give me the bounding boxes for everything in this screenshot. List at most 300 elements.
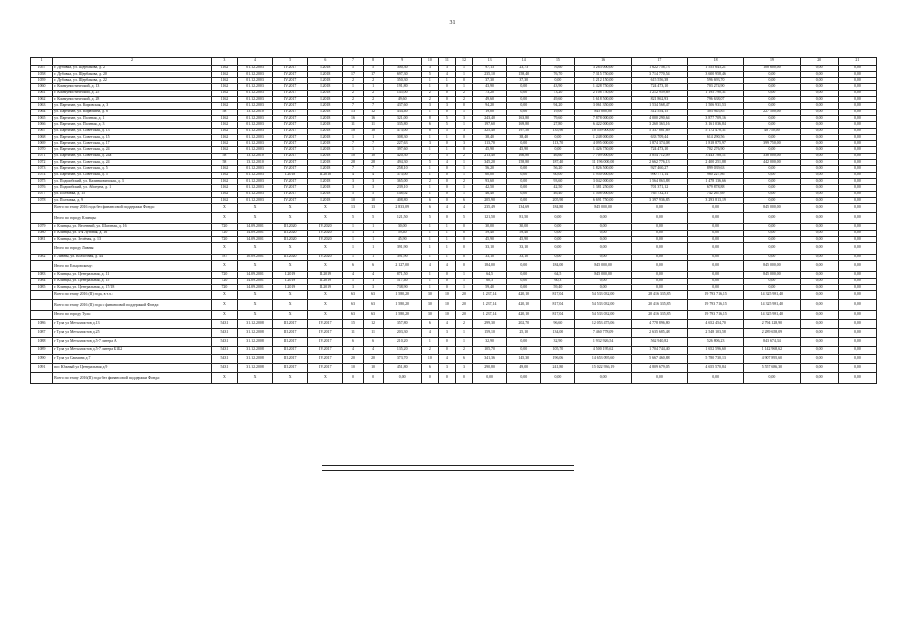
- table-cell: 28: [363, 160, 383, 166]
- table-cell: 1086: [31, 320, 53, 329]
- table-cell: 0: [438, 272, 455, 278]
- table-cell: 0,00: [800, 97, 838, 103]
- table-cell: 19,00: [473, 109, 507, 115]
- table-cell: 49,60: [541, 97, 575, 103]
- table-cell: 720: [211, 272, 237, 278]
- table-cell: X: [211, 243, 237, 254]
- table-cell: 4: [438, 160, 455, 166]
- table-cell: 0: [438, 109, 455, 115]
- column-number: 6: [308, 58, 343, 66]
- table-cell: 1077: [31, 191, 53, 197]
- table-cell: 4 652 454,70: [688, 320, 744, 329]
- table-cell: 49,60: [383, 97, 421, 103]
- table-cell: 241,80: [541, 364, 575, 373]
- table-cell: 63: [363, 291, 383, 300]
- table-cell: 227,63: [383, 141, 421, 147]
- table-cell: 1162: [211, 71, 237, 77]
- table-cell: 0,00: [838, 224, 876, 230]
- table-cell: 2 127,00: [383, 260, 421, 271]
- column-number: 4: [237, 58, 272, 66]
- table-cell: 3: [363, 185, 383, 191]
- table-cell: 325,40: [473, 128, 507, 134]
- table-cell: 59,40: [473, 284, 507, 290]
- table-cell: III.2020: [273, 230, 308, 236]
- table-cell: 0: [438, 178, 455, 184]
- table-cell: 184,80: [541, 204, 575, 213]
- table-cell: 3 714 770,54: [631, 71, 687, 77]
- table-cell: 0,00: [744, 185, 800, 191]
- table-cell: 30,00: [473, 224, 507, 230]
- table-cell: 1057: [31, 65, 53, 71]
- summary-row: [31, 243, 877, 254]
- table-cell: 1162: [211, 191, 237, 197]
- table-cell: 187,40: [541, 160, 575, 166]
- table-cell: 0,00: [838, 128, 876, 134]
- table-cell: 1: [343, 278, 363, 284]
- table-cell: 1: [455, 284, 472, 290]
- table-cell: 20: [363, 355, 383, 364]
- table-cell: 32,90: [541, 337, 575, 346]
- table-cell: 0,00: [575, 236, 631, 242]
- table-cell: 0,00: [800, 284, 838, 290]
- table-cell: 0,00: [541, 147, 575, 153]
- table-cell: 14.09.2001: [237, 284, 272, 290]
- table-cell: 14.09.2001: [237, 236, 272, 242]
- table-cell: 0,00: [800, 128, 838, 134]
- table-cell: 1162: [211, 185, 237, 191]
- table-cell: 0,00: [800, 185, 838, 191]
- table-cell: 235,10: [473, 71, 507, 77]
- table-cell: 1 478 136,66: [688, 178, 744, 184]
- table-cell: I.2018: [308, 147, 343, 153]
- table-cell: 1162: [211, 134, 237, 140]
- table-cell: I.2018: [308, 90, 343, 96]
- table-cell: 01.12.2003: [237, 178, 272, 184]
- table-cell: IV.2020: [308, 236, 343, 242]
- table-cell: 0,00: [631, 254, 687, 260]
- table-cell: 1: [421, 272, 438, 278]
- table-cell: 5: [343, 212, 363, 223]
- table-cell: 1069: [31, 141, 53, 147]
- table-cell: 373,00: [383, 172, 421, 178]
- summary-row: [31, 204, 877, 213]
- table-cell: 13.12.2010: [237, 160, 272, 166]
- table-cell: 1: [455, 109, 472, 115]
- table-cell: 5 337 881,69: [631, 128, 687, 134]
- table-cell: 0: [438, 172, 455, 178]
- table-cell: 159,10: [473, 328, 507, 337]
- table-cell: 6 691 750,00: [575, 197, 631, 203]
- table-cell: 5 172 478,31: [688, 128, 744, 134]
- table-cell: 1: [421, 172, 438, 178]
- table-cell: X: [211, 372, 237, 383]
- table-cell: 0,00: [541, 134, 575, 140]
- table-cell: 45,90: [507, 236, 541, 242]
- address-cell: пос Южный ул Центральная д.9: [53, 364, 212, 373]
- table-cell: 0,00: [473, 372, 507, 383]
- table-cell: 12 053 475,06: [575, 320, 631, 329]
- table-cell: 494,30: [383, 160, 421, 166]
- table-cell: 0,00: [631, 278, 687, 284]
- table-cell: 46,40: [473, 191, 507, 197]
- table-cell: 8: [421, 115, 438, 121]
- table-cell: 14.09.2001: [237, 278, 272, 284]
- table-cell: 19,00: [541, 109, 575, 115]
- table-cell: 0: [438, 337, 455, 346]
- table-cell: 0,00: [838, 172, 876, 178]
- table-cell: X: [237, 291, 272, 300]
- column-number: 20: [800, 58, 838, 66]
- address-cell: г. Клинцы, ул. Центральная, д. 17/18: [53, 284, 212, 290]
- table-cell: 0,00: [838, 115, 876, 121]
- table-cell: 6: [343, 337, 363, 346]
- table-cell: IV.2017: [273, 160, 308, 166]
- table-cell: IV.2017: [273, 71, 308, 77]
- table-cell: 5: [421, 160, 438, 166]
- table-cell: 1: [363, 134, 383, 140]
- address-cell: ул. Партизан, ул. Советская, д. 5: [53, 166, 212, 172]
- table-cell: 2: [421, 97, 438, 103]
- table-cell: 1 932 926,54: [575, 337, 631, 346]
- table-cell: 4: [438, 320, 455, 329]
- table-cell: 30: [421, 311, 438, 320]
- table-cell: [31, 260, 53, 271]
- table-cell: 1: [438, 224, 455, 230]
- table-cell: 5431: [211, 320, 237, 329]
- table-cell: 3 293 813,19: [688, 197, 744, 203]
- table-cell: 2 108 750,00: [575, 90, 631, 96]
- table-cell: 1 237,14: [473, 291, 507, 300]
- table-cell: 2: [421, 178, 438, 184]
- table-cell: 821 862,93: [631, 97, 687, 103]
- table-cell: 20: [455, 299, 472, 310]
- table-cell: 5: [438, 115, 455, 121]
- table-cell: 0,00: [631, 224, 687, 230]
- table-cell: 19 793 716,15: [688, 291, 744, 300]
- table-cell: 0,00: [688, 272, 744, 278]
- table-cell: 25,10: [507, 328, 541, 337]
- table-cell: 42,50: [473, 185, 507, 191]
- table-cell: I.2018: [308, 103, 343, 109]
- table-cell: 0,00: [838, 204, 876, 213]
- table-cell: 434,40: [383, 109, 421, 115]
- table-cell: 18: [363, 128, 383, 134]
- table-cell: 1 237,14: [473, 311, 507, 320]
- table-cell: 724 473,10: [631, 84, 687, 90]
- table-cell: 2: [455, 178, 472, 184]
- table-cell: 3: [343, 185, 363, 191]
- table-cell: 17: [343, 71, 363, 77]
- table-cell: 1: [438, 243, 455, 254]
- table-cell: 845 000,00: [744, 260, 800, 271]
- table-cell: I.2018: [273, 172, 308, 178]
- table-cell: 93,60: [541, 178, 575, 184]
- table-cell: 239,10: [383, 185, 421, 191]
- table-cell: 0,00: [800, 109, 838, 115]
- table-cell: 1 580,20: [383, 299, 421, 310]
- table-cell: 11 196 000,00: [575, 160, 631, 166]
- table-cell: 0,00: [541, 224, 575, 230]
- table-cell: X: [308, 243, 343, 254]
- table-cell: X: [237, 372, 272, 383]
- table-cell: 15 022 936,19: [575, 364, 631, 373]
- table-cell: 14 325 981,40: [744, 291, 800, 300]
- table-cell: 134,69: [507, 204, 541, 213]
- table-cell: 31.12.2008: [237, 328, 272, 337]
- table-cell: 0,00: [744, 78, 800, 84]
- table-cell: 3: [455, 141, 472, 147]
- table-cell: 38,40: [473, 134, 507, 140]
- table-cell: 0,00: [507, 141, 541, 147]
- table-cell: IV.2017: [273, 128, 308, 134]
- address-cell: г. Дубовка, ул. Щербакова, д. 20: [53, 71, 212, 77]
- table-cell: 1: [421, 185, 438, 191]
- table-cell: 0,00: [744, 191, 800, 197]
- table-cell: 56,20: [541, 166, 575, 172]
- table-cell: 4 095 000,00: [575, 141, 631, 147]
- table-cell: 63: [343, 299, 363, 310]
- table-cell: 3 161 036,84: [688, 122, 744, 128]
- table-cell: I.2018: [308, 166, 343, 172]
- table-cell: 1074: [31, 172, 53, 178]
- table-cell: 49,60: [473, 97, 507, 103]
- table-cell: 1162: [211, 78, 237, 84]
- table-cell: 1 704 744,40: [631, 346, 687, 355]
- table-cell: I.2018: [308, 71, 343, 77]
- table-cell: IV.2017: [273, 109, 308, 115]
- table-cell: 7 878 000,00: [575, 115, 631, 121]
- table-cell: IV.2017: [308, 364, 343, 373]
- address-cell: Всего по этапу 2016 (II) года с финансовой поддержкой Фонда:: [53, 299, 212, 310]
- table-cell: 58: [211, 109, 237, 115]
- table-cell: 517,40: [383, 278, 421, 284]
- table-cell: 0: [455, 236, 472, 242]
- table-cell: 184,00: [473, 260, 507, 271]
- table-cell: 720: [211, 236, 237, 242]
- table-cell: 0,00: [688, 212, 744, 223]
- table-cell: 64,5: [541, 272, 575, 278]
- table-cell: 1063: [31, 103, 53, 109]
- table-cell: 0,00: [631, 260, 687, 271]
- table-cell: 1 874 374,08: [631, 141, 687, 147]
- table-cell: 28 416 335,85: [631, 291, 687, 300]
- table-cell: 2 400 251,88: [688, 160, 744, 166]
- table-cell: 1068: [31, 134, 53, 140]
- table-cell: 1088: [31, 337, 53, 346]
- table-cell: I.2019: [273, 272, 308, 278]
- table-cell: 01.12.2003: [237, 147, 272, 153]
- table-cell: III.2017: [273, 364, 308, 373]
- table-cell: 420,30: [383, 153, 421, 159]
- table-cell: 14 653 095,60: [575, 355, 631, 364]
- table-cell: 5431: [211, 355, 237, 364]
- table-cell: 1 426 750,00: [575, 147, 631, 153]
- table-cell: 720: [211, 230, 237, 236]
- table-cell: 391,90: [383, 243, 421, 254]
- column-number: 10: [421, 58, 438, 66]
- table-cell: I.2018: [308, 84, 343, 90]
- address-cell: Всего по этапу 2016(II) года без финансовой поддержки Фонда:: [53, 372, 212, 383]
- table-cell: 145,00: [383, 90, 421, 96]
- table-cell: 6: [363, 260, 383, 271]
- column-number: 16: [575, 58, 631, 66]
- table-cell: 0,00: [688, 372, 744, 383]
- table-cell: 6: [421, 197, 438, 203]
- table-cell: [31, 311, 53, 320]
- table-cell: 20: [455, 291, 472, 300]
- table-cell: 13: [343, 204, 363, 213]
- table-cell: 3 443 788,11: [688, 153, 744, 159]
- table-cell: 121,50: [473, 212, 507, 223]
- address-cell: г. Дубовка, ул. Щербакова, д. 2: [53, 65, 212, 71]
- table-cell: 0,00: [507, 90, 541, 96]
- table-cell: 16: [363, 115, 383, 121]
- table-cell: I.2018: [308, 78, 343, 84]
- table-cell: 0,00: [838, 346, 876, 355]
- table-cell: 1162: [211, 97, 237, 103]
- table-cell: 45,90: [473, 147, 507, 153]
- table-cell: 4: [363, 346, 383, 355]
- table-cell: X: [273, 311, 308, 320]
- table-cell: 0,00: [744, 97, 800, 103]
- table-cell: 1075: [31, 178, 53, 184]
- column-number: 14: [507, 58, 541, 66]
- address-cell: г. Ливны, ул. Колхозная, д. 44: [53, 254, 212, 260]
- table-cell: 1: [455, 160, 472, 166]
- table-cell: II.2019: [308, 278, 343, 284]
- table-cell: 0,00: [688, 224, 744, 230]
- table-cell: 5: [421, 71, 438, 77]
- table-cell: 20 416 335,85: [631, 299, 687, 310]
- table-cell: 0,00: [744, 172, 800, 178]
- table-cell: 76,70: [541, 71, 575, 77]
- table-cell: 1: [363, 254, 383, 260]
- table-cell: 5431: [211, 346, 237, 355]
- table-cell: 0,00: [800, 230, 838, 236]
- table-cell: 30,00: [383, 224, 421, 230]
- table-cell: 3: [343, 178, 363, 184]
- table-cell: 54 533 032,00: [575, 311, 631, 320]
- table-cell: 0,00: [800, 65, 838, 71]
- table-cell: 0,00: [838, 153, 876, 159]
- table-cell: 720: [211, 284, 237, 290]
- table-cell: 0,00: [838, 230, 876, 236]
- table-cell: 1: [421, 147, 438, 153]
- table-cell: IV.2017: [273, 178, 308, 184]
- table-cell: IV.2017: [273, 197, 308, 203]
- table-cell: 3 397 936,85: [631, 197, 687, 203]
- table-cell: 817,04: [541, 291, 575, 300]
- table-cell: 46,40: [541, 191, 575, 197]
- table-cell: 1: [421, 84, 438, 90]
- table-cell: 4: [343, 172, 363, 178]
- table-cell: 0,00: [800, 278, 838, 284]
- column-number: 13: [473, 58, 507, 66]
- table-cell: 1: [455, 337, 472, 346]
- table-cell: I.2018: [308, 178, 343, 184]
- table-cell: 702 276,90: [688, 147, 744, 153]
- table-cell: X: [211, 212, 237, 223]
- table-cell: 0: [455, 372, 472, 383]
- table-cell: 3: [455, 115, 472, 121]
- table-cell: 1: [438, 230, 455, 236]
- table-cell: 2: [421, 346, 438, 355]
- table-cell: 335,80: [383, 122, 421, 128]
- table-cell: 1060: [31, 84, 53, 90]
- table-cell: 765 732,31: [631, 191, 687, 197]
- table-cell: 1091: [31, 364, 53, 373]
- table-cell: 1066: [31, 122, 53, 128]
- table-cell: 1: [421, 109, 438, 115]
- table-cell: X: [308, 212, 343, 223]
- summary-row: [31, 346, 877, 355]
- table-cell: 1 818 875,97: [688, 141, 744, 147]
- table-cell: 0: [455, 103, 472, 109]
- address-cell: Итого по Ельцовскому:: [53, 260, 212, 271]
- table-cell: 0,00: [800, 90, 838, 96]
- table-cell: 0,00: [744, 103, 800, 109]
- table-cell: 0,00: [507, 372, 541, 383]
- table-cell: 0,00: [800, 272, 838, 278]
- table-cell: 4: [421, 260, 438, 271]
- table-cell: I.2018: [308, 97, 343, 103]
- table-cell: 20: [455, 311, 472, 320]
- table-cell: 01.12.2003: [237, 141, 272, 147]
- table-cell: 63: [343, 311, 363, 320]
- signature-line: [322, 465, 574, 466]
- table-cell: 1: [455, 185, 472, 191]
- table-cell: 54 533 032,00: [575, 291, 631, 300]
- table-cell: 18: [343, 128, 363, 134]
- table-cell: 17: [363, 71, 383, 77]
- table-cell: 0,00: [744, 115, 800, 121]
- table-cell: 42,50: [541, 185, 575, 191]
- table-cell: 437,60: [383, 103, 421, 109]
- table-cell: 2 289 658,09: [744, 328, 800, 337]
- table-cell: 0,00: [507, 84, 541, 90]
- table-cell: 0,00: [838, 78, 876, 84]
- table-cell: III.2020: [273, 224, 308, 230]
- table-cell: 899 039,63: [688, 166, 744, 172]
- table-cell: 1090: [31, 355, 53, 364]
- table-cell: 6: [455, 355, 472, 364]
- table-cell: 0,00: [838, 291, 876, 300]
- table-cell: 0,00: [800, 103, 838, 109]
- address-cell: Итого по городу Ливны:: [53, 243, 212, 254]
- table-cell: 10: [421, 355, 438, 364]
- table-cell: 1 618 500,00: [575, 97, 631, 103]
- table-cell: 0,00: [838, 278, 876, 284]
- table-cell: 0,00: [507, 103, 541, 109]
- table-cell: 0,00: [800, 364, 838, 373]
- address-cell: ул. Полтавка, д. 15: [53, 191, 212, 197]
- summary-row: [31, 328, 877, 337]
- table-cell: 0,00: [507, 185, 541, 191]
- table-cell: 4: [438, 355, 455, 364]
- summary-row: [31, 337, 877, 346]
- table-cell: 93,60: [473, 178, 507, 184]
- table-cell: 2: [421, 90, 438, 96]
- table-cell: 0,00: [800, 84, 838, 90]
- table-cell: 2: [455, 153, 472, 159]
- table-cell: 0: [438, 97, 455, 103]
- table-cell: 20 416 335,85: [631, 311, 687, 320]
- table-cell: 0: [455, 224, 472, 230]
- table-cell: X: [211, 311, 237, 320]
- table-cell: 0,00: [800, 243, 838, 254]
- summary-row: [31, 299, 877, 310]
- column-number: 18: [688, 58, 744, 66]
